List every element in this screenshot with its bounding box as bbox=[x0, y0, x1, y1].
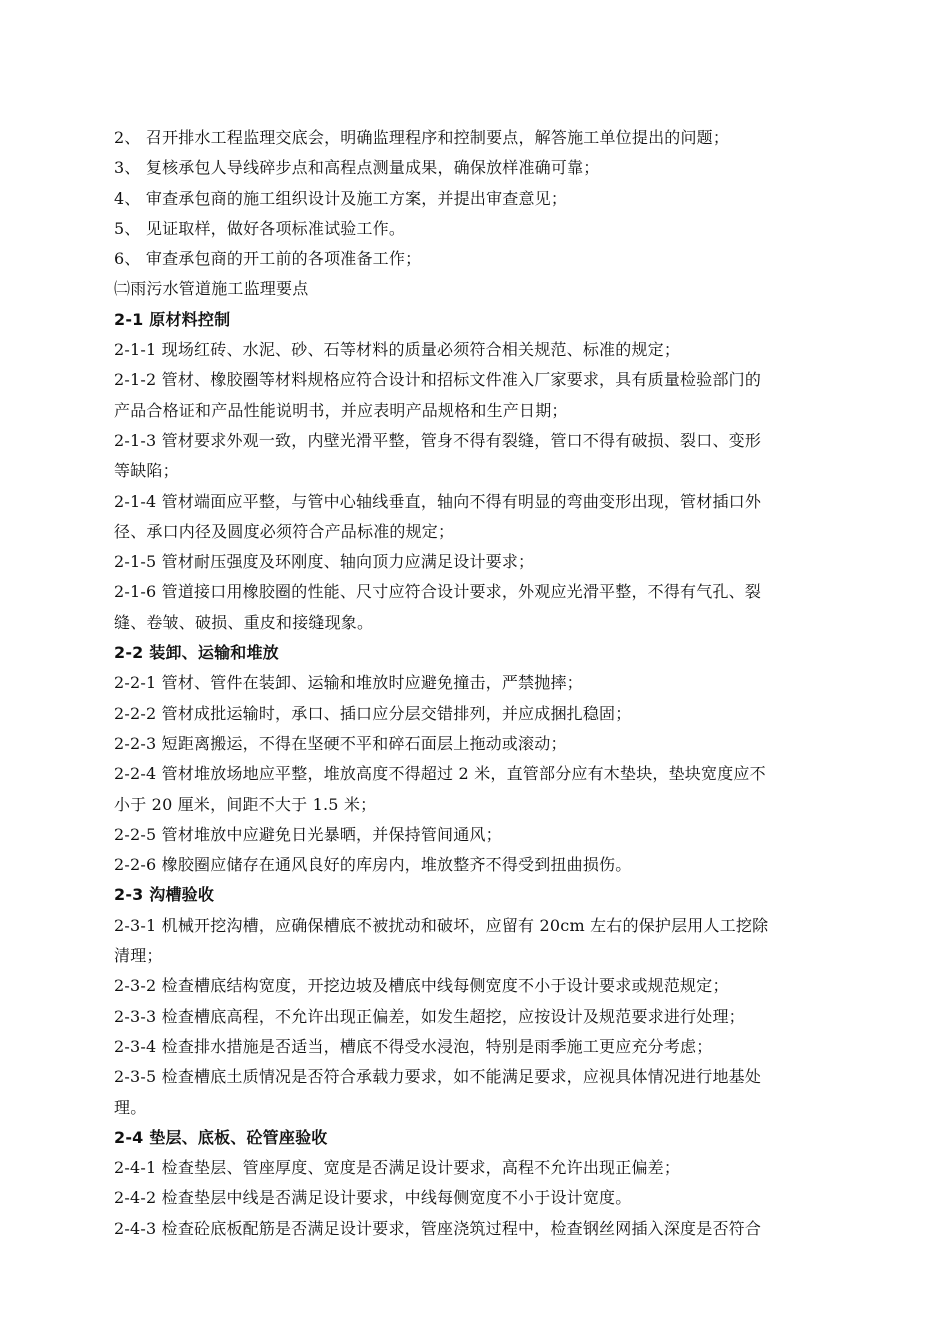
text-line: 2-4-1 检查垫层、管座厚度、宽度是否满足设计要求，高程不允许出现正偏差； bbox=[114, 1158, 681, 1178]
text-line: 2、 召开排水工程监理交底会，明确监理程序和控制要点，解答施工单位提出的问题； bbox=[114, 128, 730, 147]
text-line: 产品合格证和产品性能说明书，并应表明产品规格和生产日期； bbox=[114, 400, 568, 420]
text-line: 等缺陷； bbox=[114, 461, 179, 481]
text-line: 径、承口内径及圆度必须符合产品标准的规定； bbox=[114, 521, 455, 541]
text-line: 2-4-3 检查砼底板配筋是否满足设计要求，管座浇筑过程中，检查钢丝网插入深度是否符合 bbox=[114, 1218, 762, 1238]
text-line: 5、 见证取样，做好各项标准试验工作。 bbox=[114, 218, 406, 238]
text-line: 2-1-5 管材耐压强度及环刚度、轴向顶力应满足设计要求； bbox=[114, 552, 535, 572]
text-line: 2-2-5 管材堆放中应避免日光暴晒，并保持管间通风； bbox=[114, 824, 502, 844]
text-line: 理。 bbox=[114, 1097, 147, 1117]
text-line: 小于 20 厘米，间距不大于 1.5 米； bbox=[114, 794, 377, 814]
text-line: 2-2-1 管材、管件在装卸、运输和堆放时应避免撞击，严禁抛摔； bbox=[114, 673, 583, 693]
text-line: 2-3-5 检查槽底土质情况是否符合承载力要求，如不能满足要求，应视具体情况进行地基处 bbox=[114, 1067, 762, 1087]
text-line: 2-3-3 检查槽底高程，不允许出现正偏差，如发生超挖，应按设计及规范要求进行处理； bbox=[114, 1006, 745, 1026]
text-line: 3、 复核承包人导线碎步点和高程点测量成果，确保放样准确可靠； bbox=[114, 158, 600, 178]
section-heading: 2-1 原材料控制 bbox=[114, 309, 231, 329]
text-line: 缝、卷皱、破损、重皮和接缝现象。 bbox=[114, 612, 374, 632]
text-line: 2-2-3 短距离搬运，不得在坚硬不平和碎石面层上拖动或滚动； bbox=[114, 733, 567, 753]
document-body bbox=[114, 123, 886, 1244]
text-line: 清理； bbox=[114, 946, 163, 966]
section-heading: 2-3 沟槽验收 bbox=[114, 885, 215, 905]
text-line: 2-1-4 管材端面应平整，与管中心轴线垂直，轴向不得有明显的弯曲变形出现，管材插口外 bbox=[114, 491, 762, 511]
text-line: 2-2-2 管材成批运输时，承口、插口应分层交错排列，并应成捆扎稳固； bbox=[114, 703, 632, 723]
text-line: 2-3-4 检查排水措施是否适当，槽底不得受水浸泡，特别是雨季施工更应充分考虑； bbox=[114, 1036, 713, 1056]
text-line: 2-1-2 管材、橡胶圈等材料规格应符合设计和招标文件准入厂家要求，具有质量检验部门的 bbox=[114, 370, 762, 390]
text-line: 2-3-1 机械开挖沟槽，应确保槽底不被扰动和破坏，应留有 20cm 左右的保护层用人工挖除 bbox=[114, 915, 769, 935]
text-line: 2-2-4 管材堆放场地应平整，堆放高度不得超过 2 米，直管部分应有木垫块，垫块宽度应不 bbox=[114, 764, 766, 784]
text-line: 2-1-3 管材要求外观一致，内壁光滑平整，管身不得有裂缝，管口不得有破损、裂口、变形 bbox=[114, 430, 762, 450]
section-heading: 2-4 垫层、底板、砼管座验收 bbox=[114, 1127, 328, 1147]
text-line: ㈡雨污水管道施工监理要点 bbox=[114, 279, 309, 299]
section-heading: 2-2 装卸、运输和堆放 bbox=[114, 643, 279, 663]
text-line: 4、 审查承包商的施工组织设计及施工方案，并提出审查意见； bbox=[114, 188, 568, 208]
text-line: 2-3-2 检查槽底结构宽度，开挖边坡及槽底中线每侧宽度不小于设计要求或规范规定； bbox=[114, 976, 729, 996]
text-line: 2-2-6 橡胶圈应储存在通风良好的库房内，堆放整齐不得受到扭曲损伤。 bbox=[114, 855, 632, 875]
text-line: 2-1-1 现场红砖、水泥、砂、石等材料的质量必须符合相关规范、标准的规定； bbox=[114, 340, 681, 360]
text-line: 2-4-2 检查垫层中线是否满足设计要求，中线每侧宽度不小于设计宽度。 bbox=[114, 1188, 632, 1208]
text-line: 2-1-6 管道接口用橡胶圈的性能、尺寸应符合设计要求，外观应光滑平整，不得有气孔、裂 bbox=[114, 582, 762, 602]
text-line: 6、 审查承包商的开工前的各项准备工作； bbox=[114, 249, 422, 269]
